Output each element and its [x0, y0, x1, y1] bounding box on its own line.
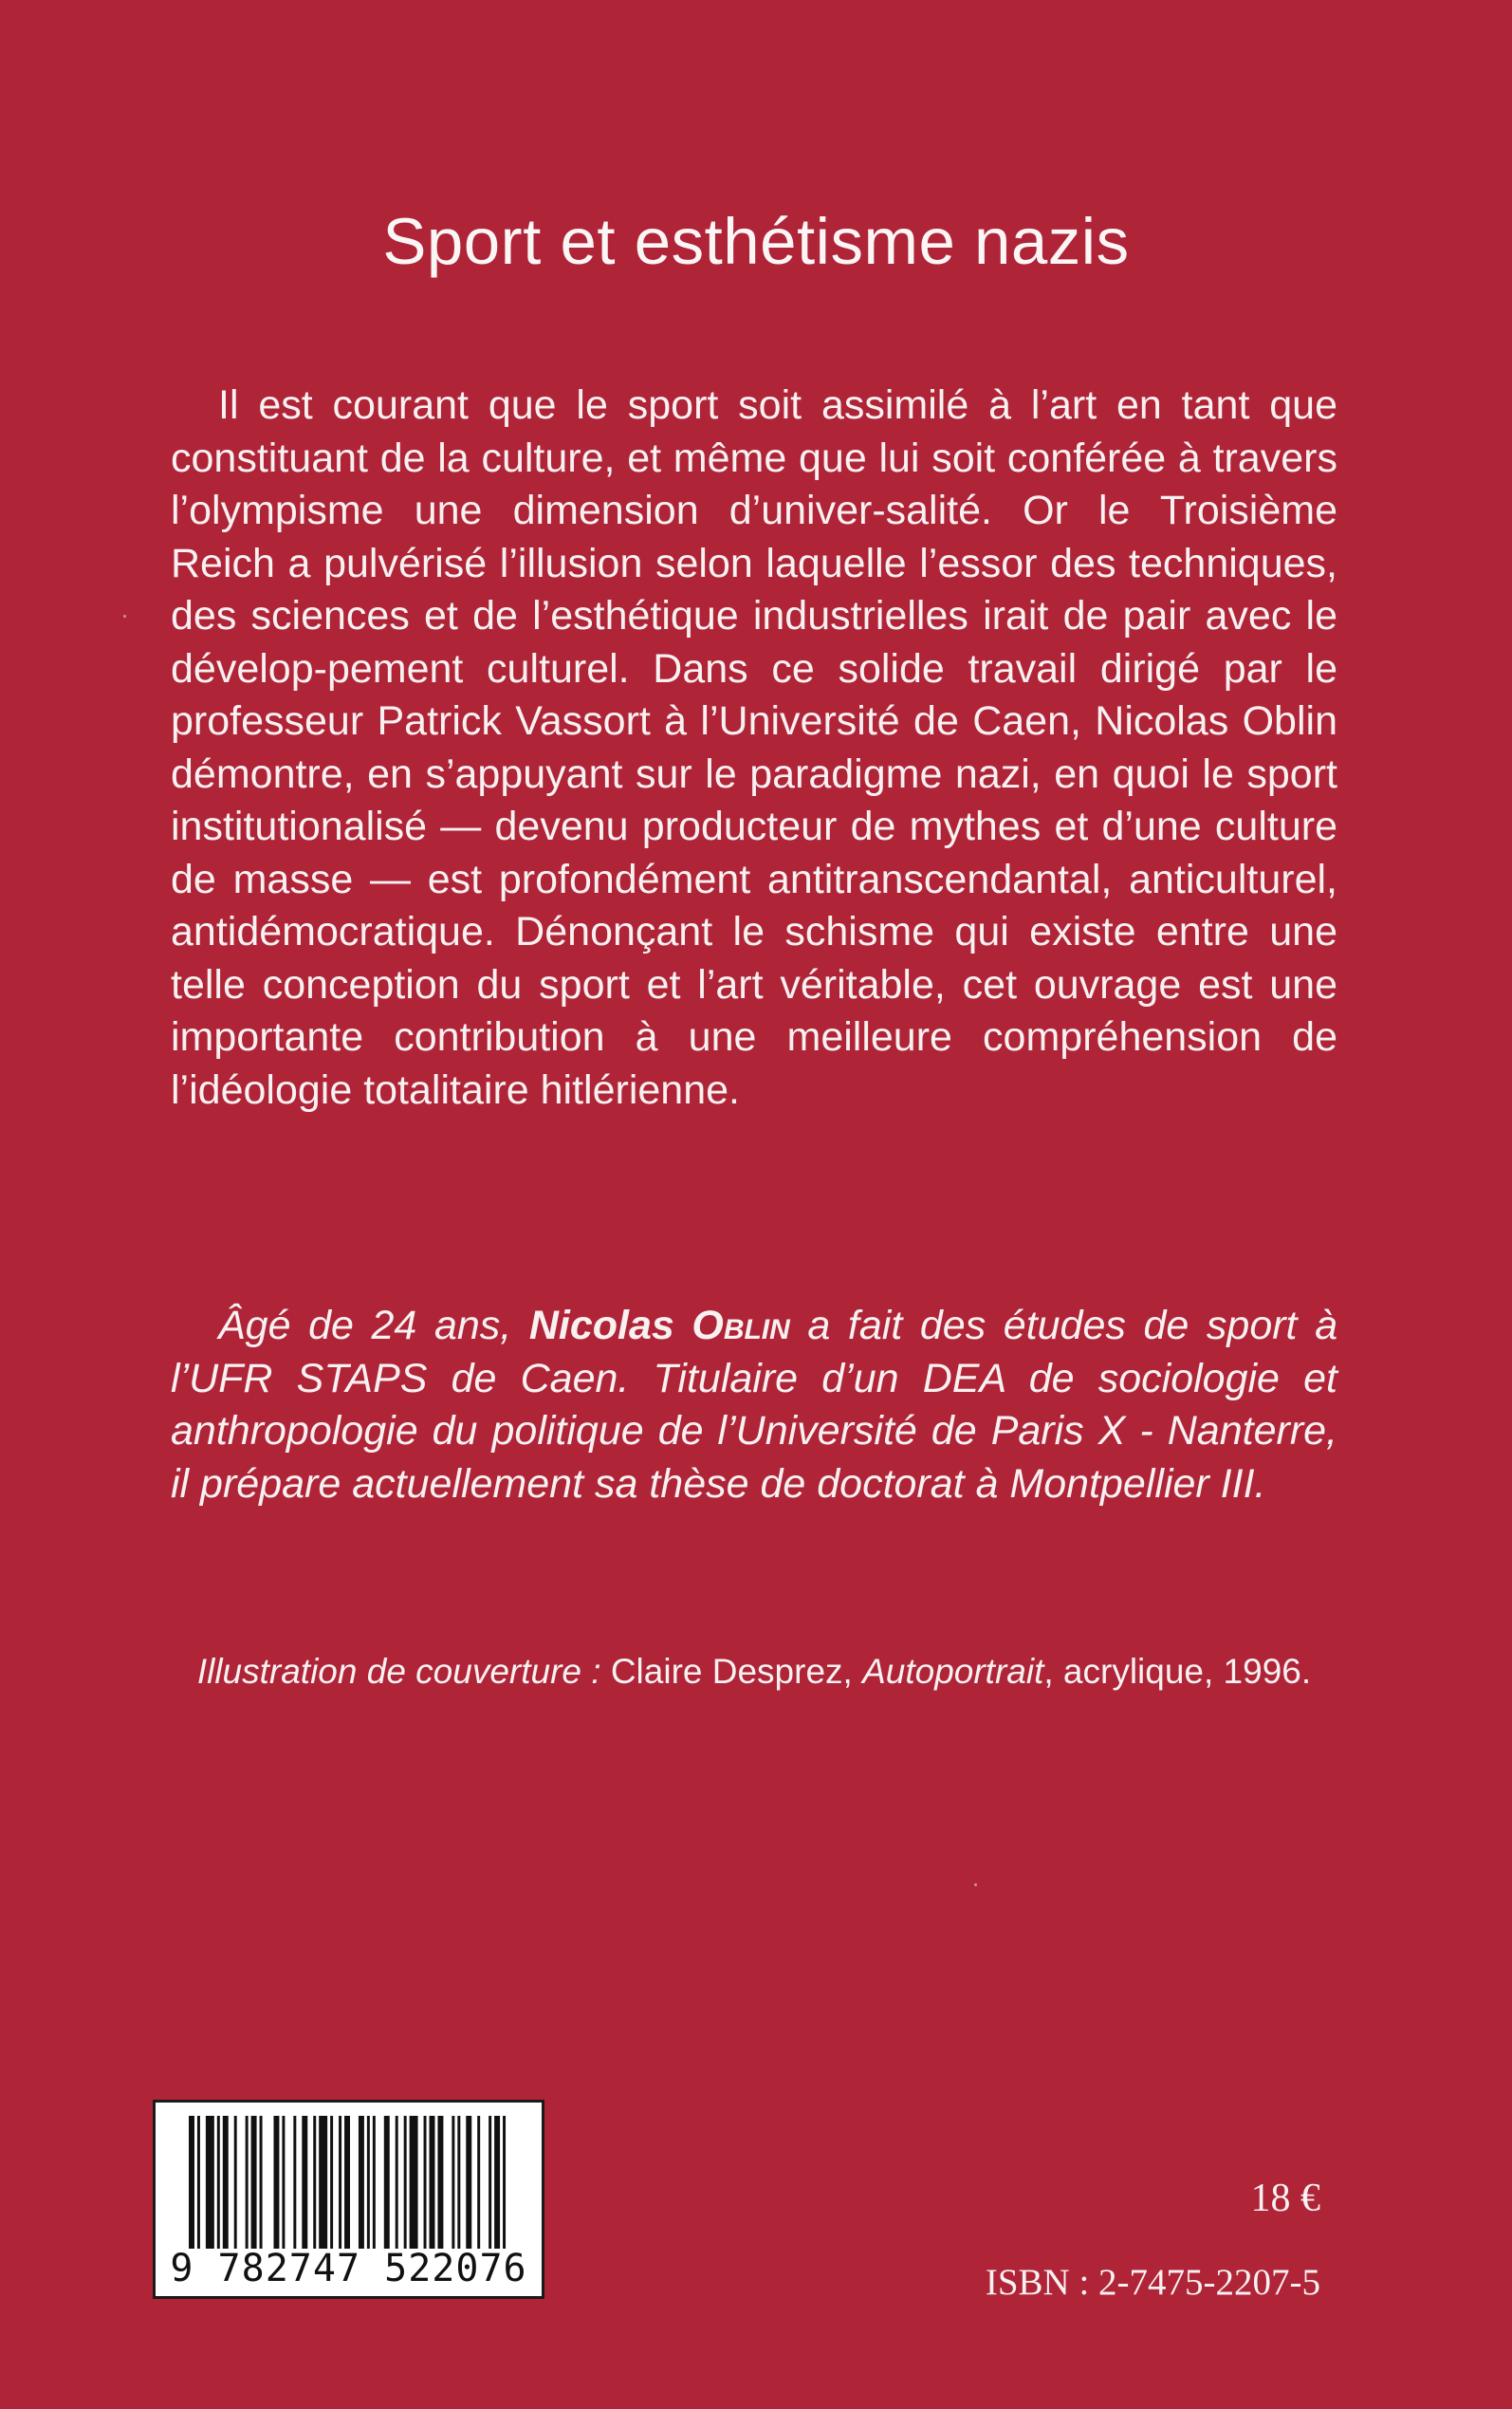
barcode-bar: [452, 2116, 454, 2249]
author-bio: [171, 1300, 1337, 1510]
barcode-bar: [466, 2116, 471, 2249]
barcode-bars: [189, 2116, 511, 2249]
barcode-bar: [302, 2116, 307, 2249]
barcode-bar: [367, 2116, 370, 2249]
barcode-bar: [273, 2116, 279, 2249]
barcode: [153, 2100, 544, 2299]
credit-medium: , acrylique, 1996.: [1043, 1652, 1312, 1691]
barcode-bar: [410, 2116, 418, 2249]
barcode-bar: [359, 2116, 364, 2249]
book-title: Sport et esthétisme nazis: [382, 205, 1130, 278]
barcode-bar: [234, 2116, 237, 2249]
barcode-bar: [457, 2116, 460, 2249]
barcode-bar: [313, 2116, 316, 2249]
barcode-digits: 9 782747 522076: [170, 2247, 527, 2290]
barcode-bar: [430, 2116, 435, 2249]
bio-lead: Âgé de 24 ans,: [218, 1303, 529, 1348]
barcode-bar: [197, 2116, 200, 2249]
print-speck: [123, 615, 126, 618]
barcode-bar: [189, 2116, 194, 2249]
barcode-bar: [246, 2116, 249, 2249]
barcode-bar: [217, 2116, 220, 2249]
price: 18 €: [1250, 2177, 1320, 2220]
barcode-bar: [477, 2116, 480, 2249]
barcode-bar: [396, 2116, 398, 2249]
bio-rest: a fait des études de sport à l’UFR STAPS de Caen. Titulaire d’un DEA de sociologie et anthropologie du politique de l’Université de Paris X - Nanterre, il prépare actuellement sa thèse de doctorat à Montpellier III.: [171, 1303, 1338, 1507]
barcode-bar: [404, 2116, 407, 2249]
barcode-bar: [206, 2116, 214, 2249]
barcode-bar: [251, 2116, 257, 2249]
isbn: ISBN : 2-7475-2207-5: [985, 2262, 1320, 2303]
barcode-bar: [319, 2116, 327, 2249]
barcode-bar: [494, 2116, 500, 2249]
illustration-credit: [171, 1646, 1337, 1696]
barcode-bar: [223, 2116, 229, 2249]
barcode-bar: [384, 2116, 390, 2249]
author-last-name: Oblin: [691, 1303, 790, 1348]
barcode-bar: [293, 2116, 296, 2249]
barcode-bar: [344, 2116, 350, 2249]
author-first-name: Nicolas: [528, 1303, 692, 1348]
credit-artist: Claire Desprez,: [600, 1652, 863, 1691]
book-summary: Il est courant que le sport soit assimilé à l’art en tant que constituant de la culture, et même que lui soit conférée à travers l’olympisme une dimension d’univer-salité. Or le Troisième Reich a pulvérisé l’illusion selon laquelle l’essor des techniques, des sciences et de l’esthétique industrielles irait de pair avec le dévelop-pement culturel. Dans ce solide travail dirigé par le professeur Patrick Vassort à l’Université de Caen, Nicolas Oblin démontre, en s’appuyant sur le paradigme nazi, en quoi le sport institutionalisé — devenu producteur de mythes et d’une culture de masse — est profondément antitranscendantal, anticulturel, antidémocratique. Dénonçant le schisme qui existe entre une telle conception du sport et l’art véritable, cet ouvrage est une importante contribution à une meilleure compréhension de l’idéologie totalitaire hitlérienne.: [171, 382, 1337, 1113]
barcode-bar: [260, 2116, 263, 2249]
barcode-bar: [503, 2116, 506, 2249]
barcode-bar: [437, 2116, 443, 2249]
barcode-bar: [339, 2116, 341, 2249]
barcode-bar: [330, 2116, 333, 2249]
credit-label: Illustration de couverture :: [196, 1652, 601, 1691]
barcode-bar: [489, 2116, 491, 2249]
credit-work: Autoportrait: [862, 1652, 1044, 1691]
barcode-bar: [373, 2116, 376, 2249]
print-speck: [974, 1883, 977, 1886]
barcode-bar: [424, 2116, 427, 2249]
barcode-bar: [282, 2116, 285, 2249]
